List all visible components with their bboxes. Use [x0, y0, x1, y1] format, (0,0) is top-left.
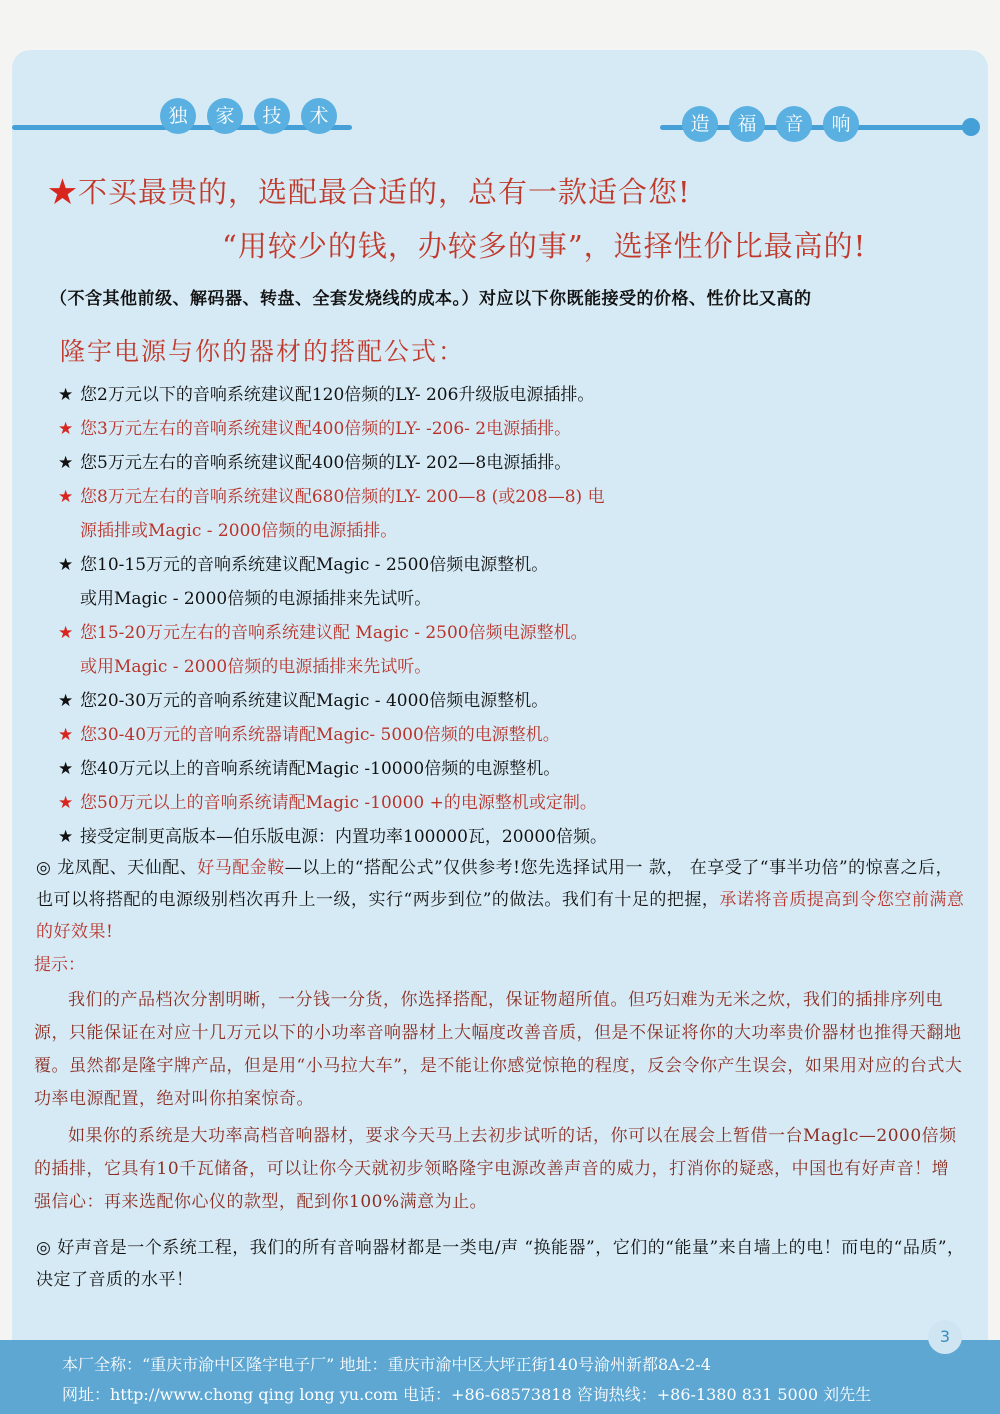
- star-bullet-icon: ★: [58, 623, 74, 643]
- header-char-right-2: 福: [729, 106, 765, 142]
- header-char-right-4: 响: [823, 106, 859, 142]
- list-item-text: 接受定制更高版本—伯乐版电源：内置功率100000瓦，20000倍频。: [80, 827, 607, 847]
- list-item: [58, 616, 958, 650]
- list-item: [58, 752, 958, 786]
- list-item-text: 您5万元左右的音响系统建议配400倍频的LY- 202—8电源插排。: [80, 453, 572, 473]
- list-item: [58, 548, 958, 582]
- formula-title: 隆宇电源与你的器材的搭配公式：: [60, 337, 466, 366]
- list-item-text: 您3万元左右的音响系统建议配400倍频的LY- -206- 2电源插排。: [80, 419, 572, 439]
- headline-star-icon: ★: [48, 175, 79, 209]
- closing-paragraph: ◎ 好声音是一个系统工程，我们的所有音响器材都是一类电/声 “换能器”，它们的“能量”来自墙上的电！而电的“品质”，决定了音质的水平！: [36, 1238, 965, 1290]
- list-item: [58, 820, 958, 854]
- list-item-text: 或用Magic - 2000倍频的电源插排来先试听。: [80, 657, 432, 677]
- para-part-d: 实行“两步到位”的做法。我们有十足的把握，: [368, 890, 720, 910]
- list-item: [58, 582, 958, 616]
- list-item: [58, 480, 958, 514]
- star-bullet-icon: ★: [58, 827, 74, 847]
- star-bullet-icon: ★: [58, 793, 74, 813]
- list-item: [58, 378, 958, 412]
- list-item-text: 您20-30万元的音响系统建议配Magic - 4000倍频电源整机。: [80, 691, 549, 711]
- list-item-text: 您15-20万元左右的音响系统建议配 Magic - 2500倍频电源整机。: [80, 623, 588, 643]
- header-char-left-1: 独: [160, 98, 196, 134]
- list-item: [58, 684, 958, 718]
- star-bullet-icon: ★: [58, 453, 74, 473]
- para-part-a: ◎ 龙凤配、天仙配、: [36, 858, 198, 878]
- para-part-b: 好马配金鞍: [197, 858, 285, 878]
- list-item-text: 您8万元左右的音响系统建议配680倍频的LY- 200—8 (或208—8) 电: [80, 487, 605, 507]
- para-part-e: 承诺将音质提高到令您空前满意的好效果!: [36, 890, 965, 942]
- header-char-right-1: 造: [682, 106, 718, 142]
- list-item-text: 您10-15万元的音响系统建议配Magic - 2500倍频电源整机。: [80, 555, 549, 575]
- star-bullet-icon: ★: [58, 555, 74, 575]
- star-bullet-icon: ★: [58, 385, 74, 405]
- recommendation-paragraph: [36, 852, 966, 948]
- footer: [0, 1340, 1000, 1414]
- star-bullet-icon: ★: [58, 725, 74, 745]
- star-bullet-icon: ★: [58, 691, 74, 711]
- header-char-right-3: 音: [776, 106, 812, 142]
- page-number: 3: [928, 1320, 962, 1354]
- para-part-c: —以上的“搭配公式”仅供参考!您先选择试用一 款， 在享受了“事半功倍”的惊喜之后，也可以将搭配的电源级别档次再升上一级，: [36, 858, 954, 910]
- recommendation-list: [58, 378, 958, 854]
- headline-2: “用较少的钱，办较多的事”，选择性价比最高的!: [222, 229, 867, 263]
- tip-paragraph-1: 我们的产品档次分割明晰，一分钱一分货，你选择搭配，保证物超所值。但巧妇难为无米之炊，我们的插排序列电源，只能保证在对应十几万元以下的小功率音响器材上大幅度改善音质，但是不保证将你的大功率贵价器材也推得天翻地覆。虽然都是隆宇牌产品，但是用“小马拉大车”，是不能让你感觉惊艳的程度，反会令你产生误会，如果用对应的台式大功率电源配置，绝对叫你拍案惊奇。: [34, 990, 963, 1109]
- header-dot-right: [962, 118, 980, 136]
- list-item-text: 您30-40万元的音响系统器请配Magic- 5000倍频的电源整机。: [80, 725, 560, 745]
- header-char-left-2: 家: [207, 98, 243, 134]
- list-item: [58, 650, 958, 684]
- list-item: [58, 412, 958, 446]
- list-item-text: 您40万元以上的音响系统请配Magic -10000倍频的电源整机。: [80, 759, 561, 779]
- header-char-left-3: 技: [254, 98, 290, 134]
- headline-1-text: 不买最贵的，选配最合适的，总有一款适合您!: [78, 175, 691, 209]
- list-item-text: 或用Magic - 2000倍频的电源插排来先试听。: [80, 589, 432, 609]
- footer-contact: 网址：http://www.chong qing long yu.com 电话：+86-68573818 咨询热线：+86-1380 831 5000 刘先生: [62, 1385, 872, 1404]
- footer-address: 本厂全称：“重庆市渝中区隆宇电子厂” 地址：重庆市渝中区大坪正街140号渝州新都8A-2-4: [62, 1355, 711, 1374]
- star-bullet-icon: ★: [58, 419, 74, 439]
- headline-1: [48, 170, 691, 211]
- tip-title: 提示：: [34, 955, 85, 975]
- list-item-text: 您50万元以上的音响系统请配Magic -10000 +的电源整机或定制。: [80, 793, 597, 813]
- list-item: [58, 514, 958, 548]
- star-bullet-icon: ★: [58, 487, 74, 507]
- cost-note: （不含其他前级、解码器、转盘、全套发烧线的成本。）对应以下你既能接受的价格、性价比又高的: [50, 289, 812, 309]
- list-item: [58, 446, 958, 480]
- list-item-text: 源插排或Magic - 2000倍频的电源插排。: [80, 521, 398, 541]
- star-bullet-icon: ★: [58, 759, 74, 779]
- list-item: [58, 786, 958, 820]
- list-item: [58, 718, 958, 752]
- tip-paragraph-2: 如果你的系统是大功率高档音响器材，要求今天马上去初步试听的话，你可以在展会上暂借一台Maglc—2000倍频的插排，它具有10千瓦储备，可以让你今天就初步领略隆宇电源改善声音的威力，打消你的疑惑，中国也有好声音！增强信心：再来选配你心仪的款型，配到你100%满意为止。: [34, 1126, 957, 1212]
- list-item-text: 您2万元以下的音响系统建议配120倍频的LY- 206升级版电源插排。: [80, 385, 595, 405]
- header-char-left-4: 术: [301, 98, 337, 134]
